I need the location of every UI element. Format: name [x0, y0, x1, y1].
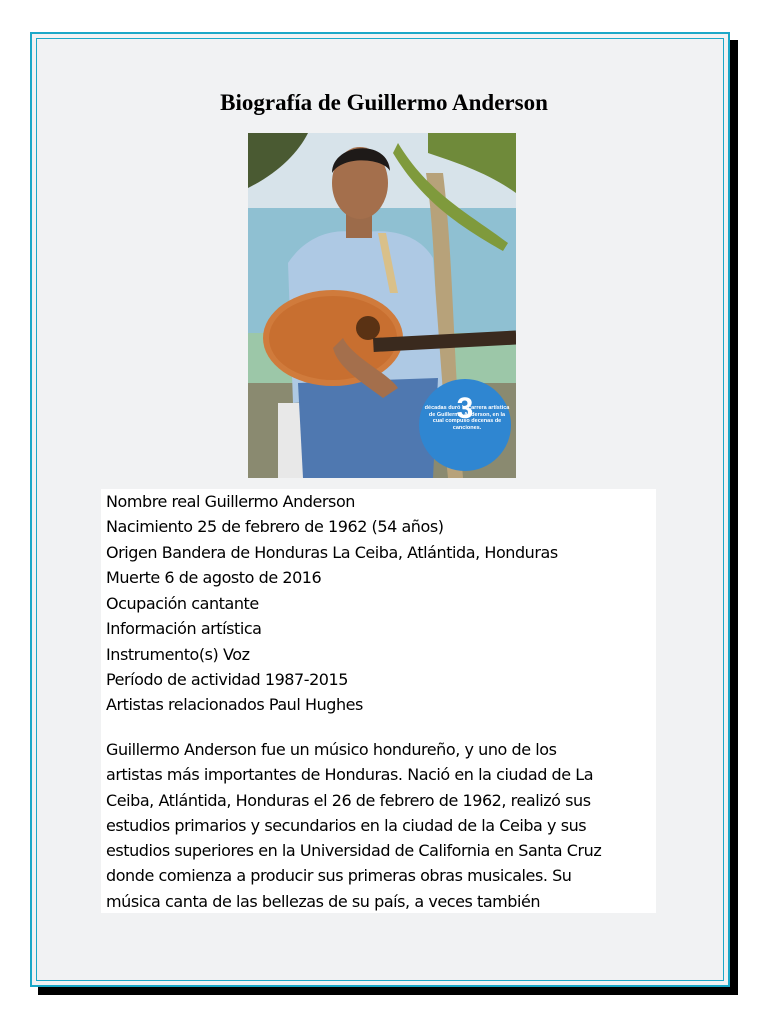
- paragraph-line: Ceiba, Atlántida, Honduras el 26 de febrero de 1962, realizó sus: [106, 790, 591, 810]
- info-origin: Origen Bandera de Honduras La Ceiba, Atlántida, Honduras: [106, 543, 558, 562]
- biography-paragraph: [106, 737, 651, 914]
- info-related-artists: Artistas relacionados Paul Hughes: [106, 695, 363, 714]
- info-active-period: Período de actividad 1987-2015: [106, 670, 349, 689]
- page-title: Biografía de Guillermo Anderson: [220, 90, 548, 115]
- paragraph-line: artistas más importantes de Honduras. Nació en la ciudad de La: [106, 765, 594, 785]
- info-real-name: Nombre real Guillermo Anderson: [106, 492, 355, 511]
- info-instrument: Instrumento(s) Voz: [106, 645, 250, 664]
- paragraph-line: donde comienza a producir sus primeras obras musicales. Su: [106, 866, 572, 886]
- paragraph-line: Guillermo Anderson fue un músico hondureño, y uno de los: [106, 740, 557, 759]
- info-death: Muerte 6 de agosto de 2016: [106, 568, 322, 587]
- paragraph-line: música canta de las bellezas de su país, a veces también: [106, 891, 541, 911]
- badge-number: 3: [456, 392, 474, 425]
- info-birth: Nacimiento 25 de febrero de 1962 (54 años): [106, 517, 444, 536]
- info-artistic-heading: Información artística: [106, 619, 262, 638]
- paragraph-line: estudios primarios y secundarios en la ciudad de la Ceiba y sus: [106, 815, 587, 835]
- info-occupation: Ocupación cantante: [106, 594, 259, 613]
- badge-caption: décadas duró la carrera artística de Guillermo Anderson, en la cual compuso decenas de canciones.: [424, 405, 510, 431]
- paragraph-line: estudios superiores en la Universidad de California en Santa Cruz: [106, 841, 602, 861]
